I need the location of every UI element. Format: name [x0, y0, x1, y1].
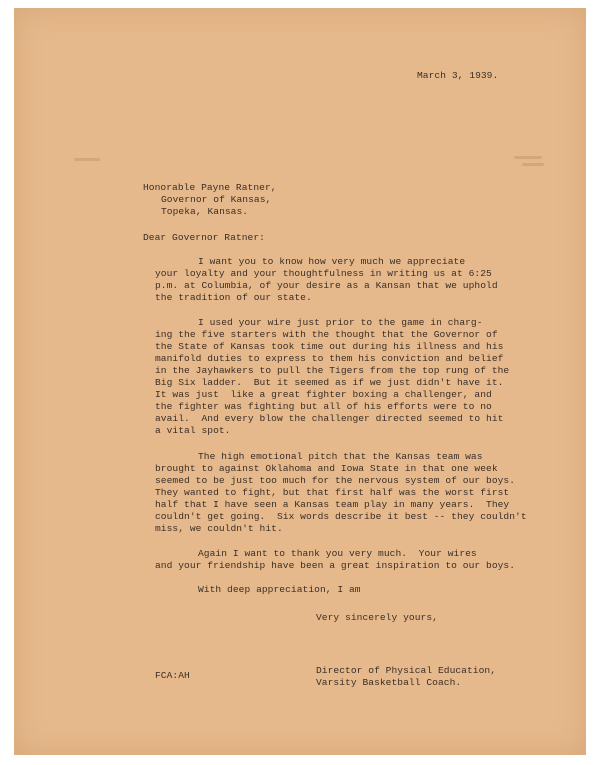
- paragraph-line: Big Six ladder. But it seemed as if we just didn't have it.: [155, 377, 504, 388]
- complimentary-close: Very sincerely yours,: [316, 612, 438, 623]
- paragraph-line: and your friendship have been a great inspiration to our boys.: [155, 560, 516, 571]
- paragraph-line: With deep appreciation, I am: [198, 584, 361, 595]
- salutation: Dear Governor Ratner:: [143, 232, 265, 243]
- bleed-through-mark: [514, 156, 542, 159]
- paragraph-line: in the Jayhawkers to pull the Tigers from the top rung of the: [155, 365, 510, 376]
- paragraph-line: manifold duties to express to them his conviction and belief: [155, 353, 504, 364]
- reference-initials: FCA:AH: [155, 670, 190, 681]
- paragraph-line: seemed to be just too much for the nervous system of our boys.: [155, 475, 516, 486]
- paragraph-line: miss, we couldn't hit.: [155, 523, 283, 534]
- paragraph-line: avail. And every blow the challenger directed seemed to hit: [155, 413, 504, 424]
- paragraph-line: ing the five starters with the thought that the Governor of: [155, 329, 498, 340]
- paragraph-line: I used your wire just prior to the game in charg-: [198, 317, 483, 328]
- paragraph-line: The high emotional pitch that the Kansas team was: [198, 451, 483, 462]
- paragraph-line: Again I want to thank you very much. Your wires: [198, 548, 477, 559]
- signer-title: Director of Physical Education,: [316, 665, 497, 676]
- signer-title: Varsity Basketball Coach.: [316, 677, 462, 688]
- address-line: Topeka, Kansas.: [161, 206, 249, 217]
- paragraph-line: p.m. at Columbia, of your desire as a Kansan that we uphold: [155, 280, 498, 291]
- paragraph-line: the fighter was fighting but all of his efforts were to no: [155, 401, 492, 412]
- paragraph-line: the tradition of our state.: [155, 292, 312, 303]
- paragraph-line: They wanted to fight, but that first half was the worst first: [155, 487, 510, 498]
- paragraph-line: couldn't get going. Six words describe it best -- they couldn't: [155, 511, 527, 522]
- paragraph-line: the State of Kansas took time out during his illness and his: [155, 341, 504, 352]
- paragraph-line: I want you to know how very much we appreciate: [198, 256, 466, 267]
- address-line: Governor of Kansas,: [161, 194, 272, 205]
- paragraph-line: a vital spot.: [155, 425, 231, 436]
- paragraph-line: It was just like a great fighter boxing a challenger, and: [155, 389, 492, 400]
- letter-date: March 3, 1939.: [417, 70, 499, 81]
- address-line: Honorable Payne Ratner,: [143, 182, 277, 193]
- paragraph-line: your loyalty and your thoughtfulness in writing us at 6:25: [155, 268, 492, 279]
- paragraph-line: brought to against Oklahoma and Iowa State in that one week: [155, 463, 498, 474]
- bleed-through-mark: [522, 163, 544, 166]
- paragraph-line: half that I have seen a Kansas team play in many years. They: [155, 499, 510, 510]
- bleed-through-mark: [74, 158, 100, 161]
